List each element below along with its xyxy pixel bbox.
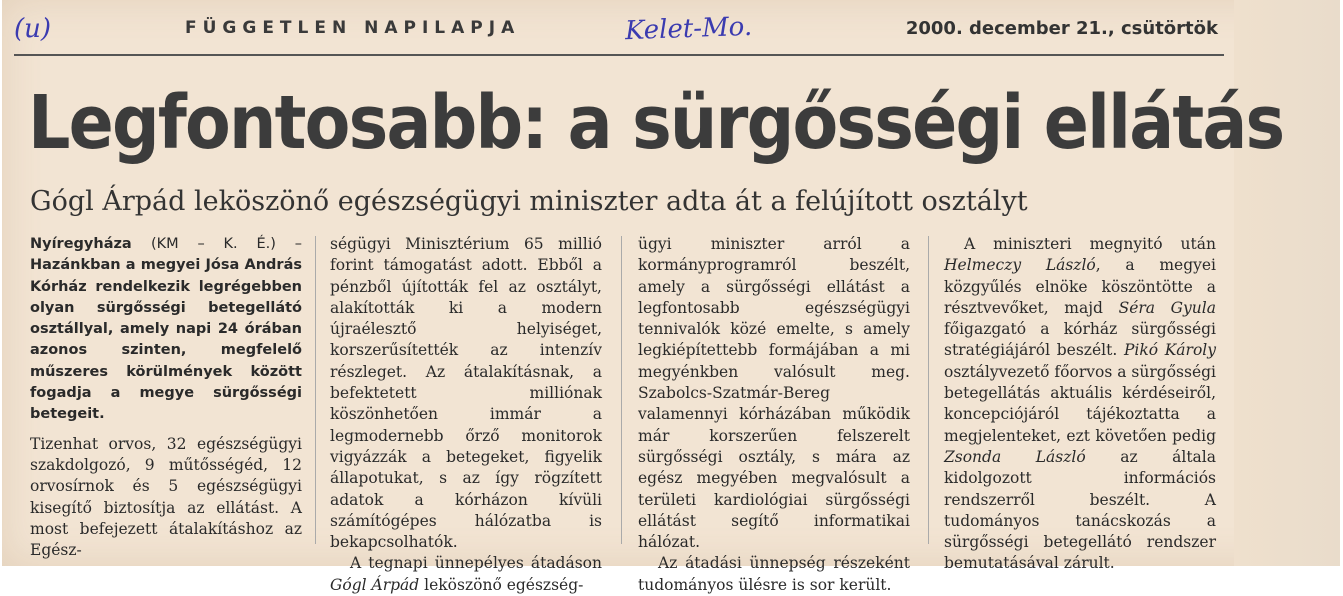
handwritten-note-source: Kelet-Mo. <box>624 11 753 47</box>
lead-paragraph <box>30 234 302 426</box>
article-column-4 <box>944 234 1216 575</box>
subheadline: Gógl Árpád leköszönő egészségügyi miniszter adta át a felújított osztályt <box>30 186 1028 217</box>
column-divider <box>621 236 622 544</box>
article-column-3 <box>638 234 910 596</box>
person-name: Helmeczy László <box>944 256 1096 275</box>
body-paragraph: ségügyi Minisztérium 65 millió forint támogatást adott. Ebből a pénzből újították fel az osztályt, alakították ki a modern újraélesztő helyiséget, korszerűsítették az intenzív részleget. Az átalakításnak, a befektetett milliónak köszönhetően immár a legmodernebb őrző monitorok vigyázzák a betegeket, figyelik állapotukat, s az így rögzített adatok a kórházon kívüli számítógépes hálózatba is bekapcsolhatók. <box>330 235 602 552</box>
body-paragraph: Az átadási ünnepség részeként tudományos ülésre is sor került. <box>638 554 910 594</box>
text-run: A miniszteri megnyitó után <box>964 235 1216 253</box>
issue-date: 2000. december 21., csütörtök <box>905 18 1218 39</box>
text-run: leköszönő egészség- <box>424 575 584 594</box>
article-column-1 <box>30 234 302 561</box>
body-paragraph: ügyi miniszter arról a kormányprogramról beszélt, amely a sürgősségi ellátást a legfontosabb egészségügyi tennivalók közé emelte, s amely legkiépítettebb formájában a mi megyénkben valósult meg. Szabolcs-Szatmár-Bereg valamennyi kórházában működik már korszerűen felszerelt sürgősségi osztály, s mára az egész megyében megvalósult a területi kardiológiai sürgősségi ellátást segítő informatikai hálózat. <box>638 235 910 552</box>
masthead-rule <box>14 54 1224 56</box>
text-run: az általa kidolgozott információs rendszerről beszélt. A tudományos tanácskozás a sürgősségi betegellátó rendszer bemutatásával zárult. <box>944 447 1216 573</box>
person-name: Zsonda László <box>944 447 1086 466</box>
text-run: osztályvezető főorvos a sürgősségi betegellátás aktuális kérdéseiről, koncepciójáról tájékoztatta a megjelenteket, ezt követően pedig <box>944 362 1216 445</box>
body-paragraph <box>944 234 1216 575</box>
person-name: Pikó Károly <box>1123 341 1216 360</box>
masthead: FÜGGETLEN NAPILAPJA <box>185 18 521 38</box>
text-run: főigazgató a kórház sürgősségi stratégiájáról beszélt. <box>944 320 1216 360</box>
dateline-meta: (KM – K. É.) – <box>150 236 302 252</box>
column-divider <box>315 236 316 544</box>
article-column-2 <box>330 234 602 596</box>
lead-text: Hazánkban a megyei Jósa András Kórház rendelkezik legrégebben olyan sürgősségi betegellátó osztállyal, amely napi 24 órában azonos szinten, megfelelő műszeres körülmények között fogadja a megye sürgősségi betegeit. <box>30 257 302 423</box>
dateline-place: Nyíregyháza <box>30 236 132 252</box>
body-paragraph: Tizenhat orvos, 32 egészségügyi szakdolgozó, 9 műtősségéd, 12 orvosírnok és 5 egészségügyi kisegítő biztosítja az ellátást. A most befejezett átalakításhoz az Egész- <box>30 434 302 560</box>
body-paragraph <box>330 553 602 596</box>
person-name: Gógl Árpád <box>330 575 420 594</box>
column-divider <box>928 236 929 544</box>
text-run: , a megyei közgyűlés elnöke köszöntötte a résztvevőket, majd <box>944 256 1216 317</box>
person-name: Séra Gyula <box>1118 298 1216 317</box>
handwritten-note-left: (u) <box>14 14 52 44</box>
headline: Legfontosabb: a sürgősségi ellátás <box>28 80 1284 166</box>
text-run: A tegnapi ünnepélyes átadáson <box>350 554 602 573</box>
